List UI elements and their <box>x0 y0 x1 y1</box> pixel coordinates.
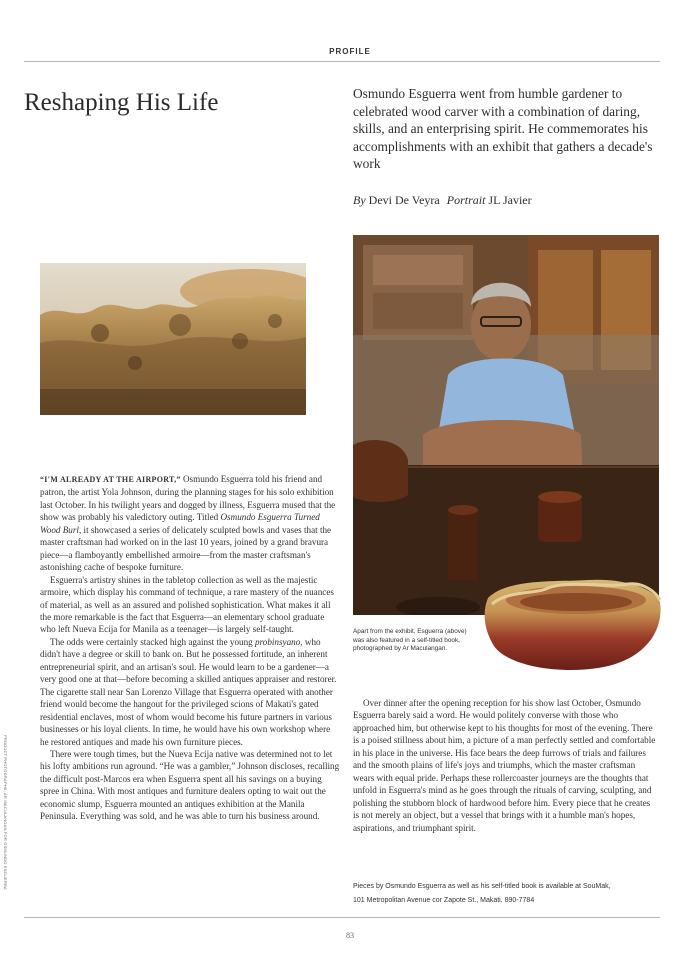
body-column-right <box>353 697 658 834</box>
byline <box>353 193 532 208</box>
photo-caption: Apart from the exhibit, Esguerra (above) was also featured in a self-titled book, photographed by Ar Maculangan. <box>353 628 467 653</box>
exhibit-title: Osmundo Esguerra Turned Wood Burl <box>40 512 320 535</box>
burl-bowl-photo <box>478 568 668 676</box>
body-text: The odds were certainly stacked high against the young <box>50 636 255 647</box>
portrait-photo <box>353 235 659 615</box>
article-title: Reshaping His Life <box>24 89 219 116</box>
byline-photographer: JL Javier <box>488 193 532 207</box>
body-text: , who didn't have a degree or skill to bank on. But he possessed fortitude, an inherent entrepreneurial spirit, and an artisan's soul. He would learn to be a gardener—a very good one at that—before becoming a skilled antiques appraiser and restorer. The cigarette stall near San Lorenzo Village that Esguerra operated with another friend would become the hangout for the privileged scions of Makati's gated residential enclaves, most of whom would become his future partners in various businesses or his loyal clients. In time, he would have his own workshop where he restored antiques and made his own furniture pieces. <box>40 636 337 747</box>
article-dek: Osmundo Esguerra went from humble gardener to celebrated wood carver with a combination of daring, skills, and an enterprising spirit. He commemorates his accomplishments with an exhibit that gathers a decade's work <box>353 86 653 172</box>
availability-credit <box>353 880 663 907</box>
body-column-left <box>40 473 340 823</box>
wood-burl-illustration <box>40 263 306 415</box>
body-paragraph <box>40 473 340 574</box>
body-text: , it showcased a series of delicately sculpted bowls and vases that the master craftsman had worked on in the last 10 years, joined by a grand bravura piece—a flamboyantly embellished armoire—from the master craftsman's astonishing cache of bespoke furniture. <box>40 524 332 573</box>
burl-bowl-illustration <box>478 568 668 676</box>
wood-burl-photo <box>40 263 306 415</box>
lead-in: “I'M ALREADY AT THE AIRPORT,” <box>40 475 181 484</box>
body-paragraph: Over dinner after the opening reception for his show last October, Osmundo Esguerra barely said a word. He would politely converse with those who approached him, but otherwise kept to his thoughts for most of the evening. There is a poised stillness about him, a picture of a man perfectly settled and comfortable in his place in the universe. His face bears the deep furrows of trials and failures and the smooth plains of life's joys and triumphs, which the master craftsman wears with equal pride. Perhaps these rollercoaster journeys are the thoughts that unfold in Esguerra's mind as he goes through the rituals of carving, sculpting, and polishing the stubborn block of hardwood before him. Every piece that he creates is not merely an object, but a vessel that brings with it a humble man's hopes, aspirations, and triumphant spirit. <box>353 698 656 833</box>
header-rule <box>24 61 660 62</box>
portrait-illustration <box>353 235 659 615</box>
side-photo-credit: PRODUCT PHOTOGRAPHS: AR MACULANGAN FOR OSMUNDO ESGUERRA <box>3 735 8 890</box>
credit-line: Pieces by Osmundo Esguerra as well as his self-titled book is available at SouMak, <box>353 883 611 890</box>
footer-rule <box>24 917 660 918</box>
byline-by: By <box>353 193 366 207</box>
page-number: 83 <box>346 931 354 940</box>
body-text: Osmundo Esguerra told his friend and patron, the artist Yola Johnson, during the planning stages for his solo exhibition last October. In his twilight years and dogged by illness, Esguerra mused that the show was probably his valedictory outing. Titled <box>40 474 336 523</box>
byline-portrait-label: Portrait <box>446 193 486 207</box>
body-paragraph <box>40 636 340 748</box>
byline-author: Devi De Veyra <box>368 193 440 207</box>
section-label: PROFILE <box>329 47 371 56</box>
body-italic: probinsyano <box>255 636 301 647</box>
body-paragraph: There were tough times, but the Nueva Ecija native was determined not to let his lofty ambitions run aground. “He was a gambler,” Johnson discloses, recalling the difficult post-Marcos era when Esguerra spent all his savings on a buying spree in China. With most antiques and furniture dealers opting to wait out the economic slump, Esguerra mounted an antiques exhibition at the Manila Peninsula. Everything was sold, and he was able to turn his business around. <box>40 748 340 822</box>
credit-line: 101 Metropolitan Avenue cor Zapote St., Makati. 890-7784 <box>353 896 535 904</box>
body-paragraph: Esguerra's artistry shines in the tabletop collection as well as the majestic armoire, which display his command of technique, a rare mastery of the nuances of material, as well as an assured and polished sophistication. What makes it all the more remarkable is the fact that Esguerra—an elementary school graduate who left Nueva Ecija for Manila as a teenager—is largely self-taught. <box>40 574 334 635</box>
